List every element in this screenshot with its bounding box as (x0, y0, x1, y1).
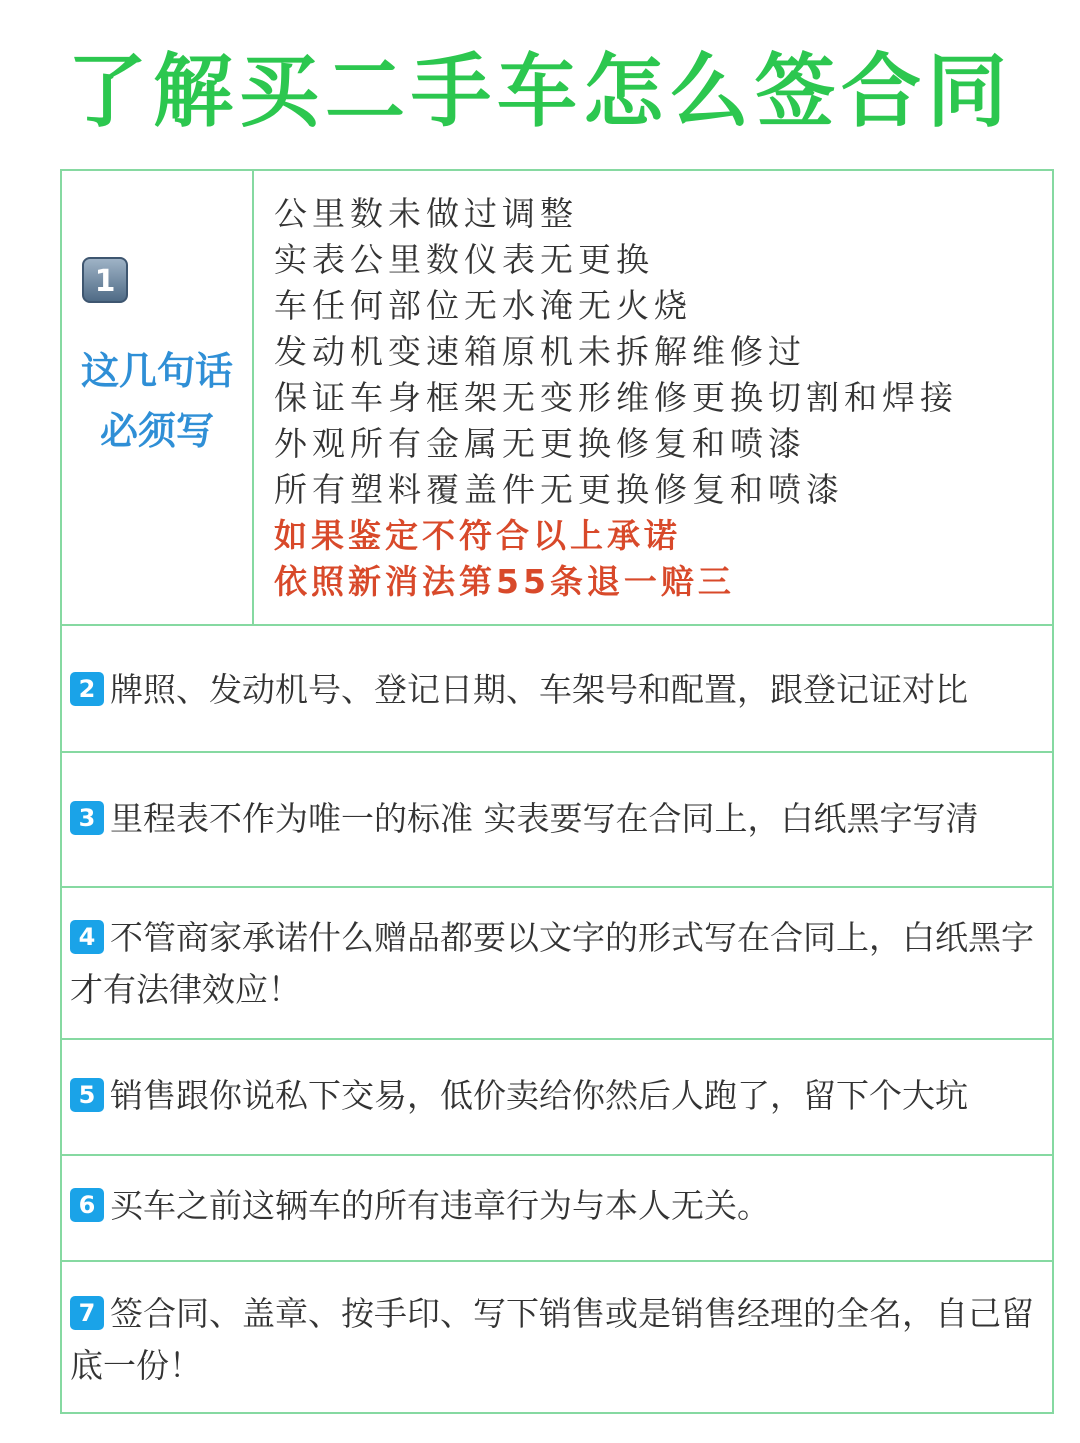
warning-line: 依照新消法第55条退一赔三 (274, 562, 735, 601)
tip-row-5 (62, 1040, 1052, 1156)
tip-row-4 (62, 888, 1052, 1040)
clause-line: 所有塑料覆盖件无更换修复和喷漆 (274, 470, 844, 509)
keycap-6-icon: 6 (70, 1188, 104, 1222)
tip-3-text-block (70, 793, 1045, 845)
keycap-2-icon: 2 (70, 672, 104, 706)
clause-line: 外观所有金属无更换修复和喷漆 (274, 424, 806, 463)
clause-line: 保证车身框架无变形维修更换切割和焊接 (274, 378, 958, 417)
tip-row-1 (62, 171, 1052, 626)
tip-row-7 (62, 1262, 1052, 1412)
tip-1-content-cell (254, 171, 1052, 624)
tip-6-text: 买车之前这辆车的所有违章行为与本人无关。 (110, 1186, 770, 1225)
warning-line: 如果鉴定不符合以上承诺 (274, 516, 681, 555)
tip-4-text: 不管商家承诺什么赠品都要以文字的形式写在合同上，白纸黑字才有法律效应！ (70, 918, 1034, 1009)
keycap-3-icon: 3 (70, 801, 104, 835)
tip-3-text: 里程表不作为唯一的标准 实表要写在合同上，白纸黑字写清 (110, 799, 979, 838)
tip-row-6 (62, 1156, 1052, 1262)
tip-1-label-line: 必须写 (99, 409, 214, 453)
contract-tips-table (60, 169, 1054, 1414)
tip-7-text: 签合同、盖章、按手印、写下销售或是销售经理的全名，自己留底一份！ (70, 1294, 1034, 1385)
clause-line: 车任何部位无水淹无火烧 (274, 286, 692, 325)
tip-1-label-cell (62, 171, 254, 624)
clause-line: 发动机变速箱原机未拆解维修过 (274, 332, 806, 371)
tip-row-3 (62, 753, 1052, 888)
keycap-1-icon: 1 (82, 257, 128, 303)
tip-5-text: 销售跟你说私下交易，低价卖给你然后人跑了，留下个大坑 (110, 1076, 968, 1115)
clause-line: 公里数未做过调整 (274, 194, 578, 233)
tip-1-label-line: 这几句话 (80, 349, 233, 393)
keycap-4-icon: 4 (70, 920, 104, 954)
tip-5-text-block (70, 1070, 1045, 1122)
tip-7-text-block (70, 1288, 1045, 1392)
tip-2-text-block (70, 664, 1045, 716)
clause-line: 实表公里数仪表无更换 (274, 240, 654, 279)
page-title: 了解买二手车怎么签合同 (67, 45, 1013, 138)
tip-6-text-block (70, 1180, 1045, 1232)
keycap-7-icon: 7 (70, 1296, 104, 1330)
tip-4-text-block (70, 912, 1045, 1016)
keycap-5-icon: 5 (70, 1078, 104, 1112)
tip-2-text: 牌照、发动机号、登记日期、车架号和配置，跟登记证对比 (110, 670, 968, 709)
tip-row-2 (62, 626, 1052, 753)
tip-1-label (62, 341, 252, 461)
